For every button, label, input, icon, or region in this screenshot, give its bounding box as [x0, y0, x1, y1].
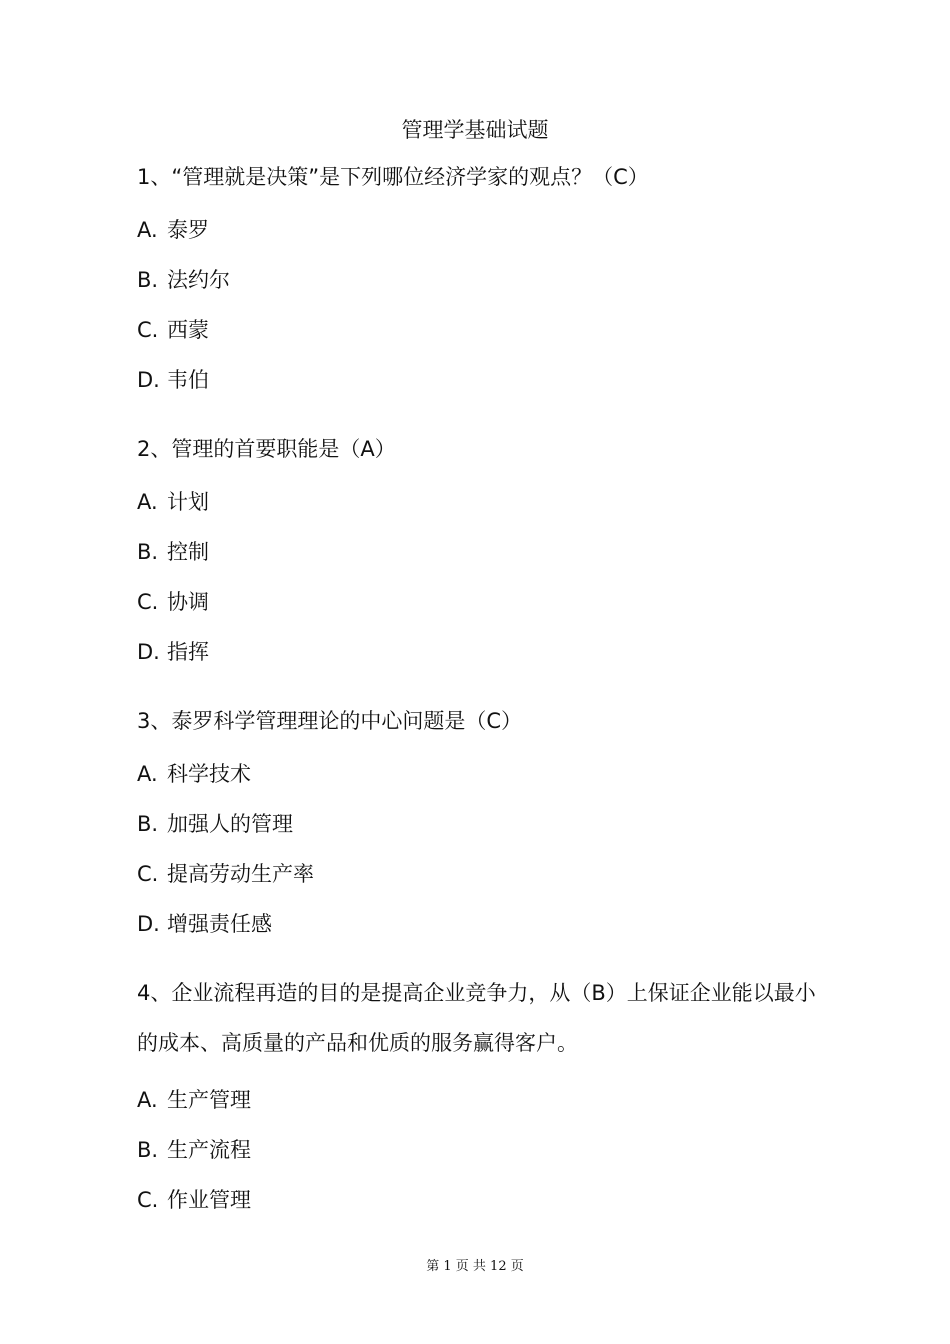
option-text: 加强人的管理	[167, 812, 293, 836]
question-4-option-a	[137, 1084, 251, 1116]
question-4-option-b	[137, 1134, 251, 1166]
question-3-option-c	[137, 858, 314, 890]
option-text: 生产流程	[167, 1138, 251, 1162]
option-letter: C.	[137, 590, 159, 614]
option-letter: D.	[137, 368, 160, 392]
option-letter: C.	[137, 1188, 159, 1212]
question-1-option-a	[137, 214, 209, 246]
question-1-option-b	[137, 264, 230, 296]
option-letter: A.	[137, 1088, 158, 1112]
document-title: 管理学基础试题	[401, 118, 549, 142]
question-2: 2、管理的首要职能是（A）	[137, 437, 396, 461]
option-letter: B.	[137, 268, 159, 292]
question-3-option-a	[137, 758, 251, 790]
option-letter: C.	[137, 862, 159, 886]
option-letter: A.	[137, 762, 158, 786]
option-letter: C.	[137, 318, 159, 342]
option-text: 作业管理	[167, 1188, 251, 1212]
question-1: 1、“管理就是决策”是下列哪位经济学家的观点？（C）	[137, 165, 649, 189]
page-footer: 第 1 页 共 12 页	[426, 1259, 524, 1274]
question-3-option-b	[137, 808, 293, 840]
question-2-option-b	[137, 536, 209, 568]
question-4-option-c	[137, 1184, 251, 1216]
question-3: 3、泰罗科学管理理论的中心问题是（C）	[137, 709, 523, 733]
question-3-option-d	[137, 908, 272, 940]
option-text: 生产管理	[167, 1088, 251, 1112]
option-text: 控制	[167, 540, 209, 564]
option-text: 指挥	[167, 640, 209, 664]
option-letter: B.	[137, 540, 159, 564]
question-2-option-c	[137, 586, 209, 618]
option-text: 泰罗	[167, 218, 209, 242]
option-letter: D.	[137, 912, 160, 936]
question-1-option-d	[137, 364, 209, 396]
option-text: 协调	[167, 590, 209, 614]
option-text: 增强责任感	[167, 912, 272, 936]
option-letter: A.	[137, 490, 158, 514]
question-4: 4、企业流程再造的目的是提高企业竞争力，从（B）上保证企业能以最小的成本、高质量的产品和优质的服务赢得客户。	[137, 981, 816, 1055]
question-2-option-a	[137, 486, 209, 518]
option-text: 法约尔	[167, 268, 230, 292]
option-letter: B.	[137, 1138, 159, 1162]
option-text: 科学技术	[167, 762, 251, 786]
option-text: 韦伯	[167, 368, 209, 392]
option-letter: A.	[137, 218, 158, 242]
question-2-option-d	[137, 636, 209, 668]
option-text: 西蒙	[167, 318, 209, 342]
option-letter: B.	[137, 812, 159, 836]
option-text: 提高劳动生产率	[167, 862, 314, 886]
option-letter: D.	[137, 640, 160, 664]
option-text: 计划	[167, 490, 209, 514]
question-1-option-c	[137, 314, 209, 346]
